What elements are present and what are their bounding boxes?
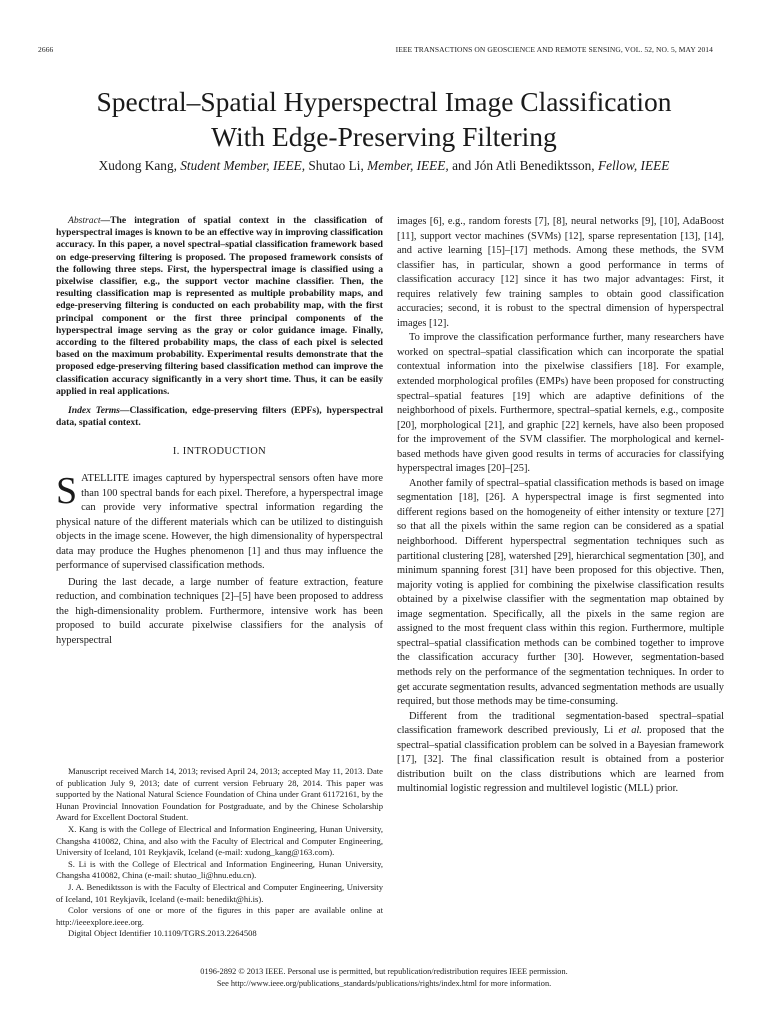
author-1-role: Student Member, IEEE,	[180, 158, 306, 173]
body-text-emphasis: et al.	[618, 725, 642, 737]
abstract-label: Abstract	[68, 215, 101, 226]
copyright-line-2: See http://www.ieee.org/publications_standards/publications/rights/index.html for more information.	[216, 979, 552, 988]
footnote-item: J. A. Benediktsson is with the Faculty of Electrical and Computer Engineering, University of Iceland, 101 Reykjavík, Iceland (e-mail: benedikt@hi.is).	[56, 881, 383, 904]
left-column	[56, 215, 383, 649]
abstract-text: —The integration of spatial context in the classification of hyperspectral images is known to be an effective way in improving classification accuracy. In this paper, a novel spectral–spatial classification framework based on edge-preserving filtering is proposed. The proposed framework consists of the following three steps. First, the hyperspectral image is classified using a pixelwise classifier, e.g., the support vector machine classifier. Then, the resulting classification map is represented as multiple probability maps, and edge-preserving filtering is conducted on each probability map, with the first principal component or the first three principal components of the hyperspectral image serving as the gray or color guidance image. Finally, according to the filtered probability maps, the class of each pixel is selected based on the maximum probability. Experimental results demonstrate that the proposed edge-preserving filtering based classification method can improve the classification accuracy significantly in a very short time. Thus, it can be easily applied in real applications.	[56, 215, 383, 397]
intro-paragraph-2: During the last decade, a large number of feature extraction, feature reduction, and combination techniques [2]–[5] have been proposed to address the high-dimensionality problem. Furthermore, intensive work has been proposed to build accurate pixelwise classifiers for the analysis of hyperspectral	[56, 576, 383, 647]
title-line-1: Spectral–Spatial Hyperspectral Image Classification	[96, 86, 672, 117]
section-heading-introduction	[56, 445, 383, 460]
copyright-line-1: 0196-2892 © 2013 IEEE. Personal use is permitted, but republication/redistribution requires IEEE permission.	[200, 967, 568, 976]
author-1: Xudong Kang,	[98, 158, 177, 173]
intro-paragraph-1	[56, 472, 383, 574]
body-text: proposed that the spectral–spatial classification problem can be solved in a Bayesian framework [17], [32]. The final classification result is obtained from a posterior distribution built on the class distributions which are learned from multinomial logistic regression and multilevel logistic (MLL) prior.	[397, 725, 724, 795]
footnote-item: Digital Object Identifier 10.1109/TGRS.2013.2264508	[68, 928, 257, 939]
footnote-item: Color versions of one or more of the figures in this paper are available online at http://ieeexplore.ieee.org.	[56, 905, 383, 927]
author-2-role: Member, IEEE,	[367, 158, 449, 173]
author-3: and Jón Atli Benediktsson,	[452, 158, 595, 173]
body-paragraph: Another family of spectral–spatial classification methods is based on image segmentation [18], [26]. A hyperspectral image is first segmented into different regions based on the homogeneity of either intensity or texture [27] so that all the pixels within the same region can be considered as a spatial neighborhood. Different hyperspectral segmentation techniques such as partitional clustering [28], watershed [29], hierarchical segmentation [30], and minimum spanning forest [31] have been proposed for this objective. Then, majority voting is applied for combining the pixelwise classification results obtained by a pixelwise classifier with the segmentation map obtained by image segmentation. Specifically, all the pixels in the same region are assigned to the most frequent class within this region. Furthermore, multiple spectral–spatial classification methods can be combined together to improve the classification accuracy further [30]. However, segmentation-based methods rely on the performance of the segmentation techniques. In order to get accurate segmentation results, advanced segmentation methods are usually required, but those methods may be time-consuming.	[397, 477, 724, 708]
page-number: 2666	[38, 45, 54, 54]
footnote-item: X. Kang is with the College of Electrical and Information Engineering, Hunan University, Changsha 410082, China, and also with the Faculty of Electrical and Computer Engineering, University of Iceland, 101 Reykjavík, Iceland (e-mail: xudong_kang@163.com).	[56, 823, 383, 858]
footnote-item: S. Li is with the College of Electrical and Information Engineering, Hunan University, Changsha 410082, China (e-mail: shutao_li@hnu.edu.cn).	[56, 858, 383, 881]
footnote-item: Manuscript received March 14, 2013; revised April 24, 2013; accepted May 11, 2013. Date of publication July 9, 2013; date of current version February 28, 2014. This paper was supported by the National Natural Science Foundation of China under Grant 61172161, by the Hunan Provincial Innovation Foundation for Postgraduate, and by the Chinese Scholarship Award for Excellent Doctoral Student.	[56, 766, 383, 823]
journal-header: IEEE TRANSACTIONS ON GEOSCIENCE AND REMOTE SENSING, VOL. 52, NO. 5, MAY 2014	[395, 45, 713, 54]
paper-title	[0, 84, 768, 154]
body-paragraph	[397, 710, 724, 797]
author-3-role: Fellow, IEEE	[597, 158, 670, 173]
intro-paragraph-1-text: ATELLITE images captured by hyperspectral sensors often have more than 100 spectral bands for each pixel. Therefore, a hyperspectral image can provide very informative spectral information regarding the physical nature of the different materials which can be utilized to distinguish objects in the image scene. However, the high dimensionality of hyperspectral data may produce the Hughes phenomenon [1] and thus may influence the performance of supervised classification methods.	[56, 473, 383, 572]
body-paragraph: images [6], e.g., random forests [7], [8], neural networks [9], [10], AdaBoost [11], support vector machines (SVMs) [12], sparse representation [13], [14], and active learning [15]–[17] methods. Among these methods, the SVM classifier has, in particular, shown a good performance in terms of classification accuracy [12] since it has two major advantages: First, it requires relatively few training samples to obtain good classification accuracies; second, it is robust to the spectral dimension of hyperspectral images [12].	[397, 216, 724, 329]
abstract	[56, 215, 383, 398]
index-terms-label: Index Terms	[68, 405, 120, 417]
section-numeral: I. I	[172, 446, 187, 458]
drop-cap: S	[56, 470, 78, 512]
author-list	[0, 158, 768, 174]
body-text: Different from the traditional segmentation-based spectral–spatial classification framework described previously, Li	[397, 710, 724, 737]
index-terms-text: —Classification, edge-preserving filters (EPFs), hyperspectral data, spatial context.	[56, 405, 383, 429]
copyright-notice	[0, 966, 768, 990]
right-column	[397, 215, 724, 797]
body-paragraph: To improve the classification performance further, many researchers have worked on spectral–spatial classification which can incorporate the spatial contextual information into the pixelwise classifiers [18]. For example, extended morphological profiles (EMPs) have been proposed for constructing spectral–spatial features [19] which are adaptive definitions of the neighborhood of pixels. Furthermore, spectral–spatial kernels, e.g., composite [20], morphological [21], and graphic [22] kernels, have also been proposed for the improvement of the SVM classifier. The morphological and kernel-based methods have given good results in terms of accuracies for classifying hyperspectral images [20]–[25].	[397, 332, 724, 475]
section-name: NTRODUCTION	[186, 446, 267, 458]
footnotes	[56, 766, 383, 940]
title-line-2: With Edge-Preserving Filtering	[211, 121, 557, 152]
index-terms	[56, 405, 383, 429]
author-2: Shutao Li,	[308, 158, 364, 173]
